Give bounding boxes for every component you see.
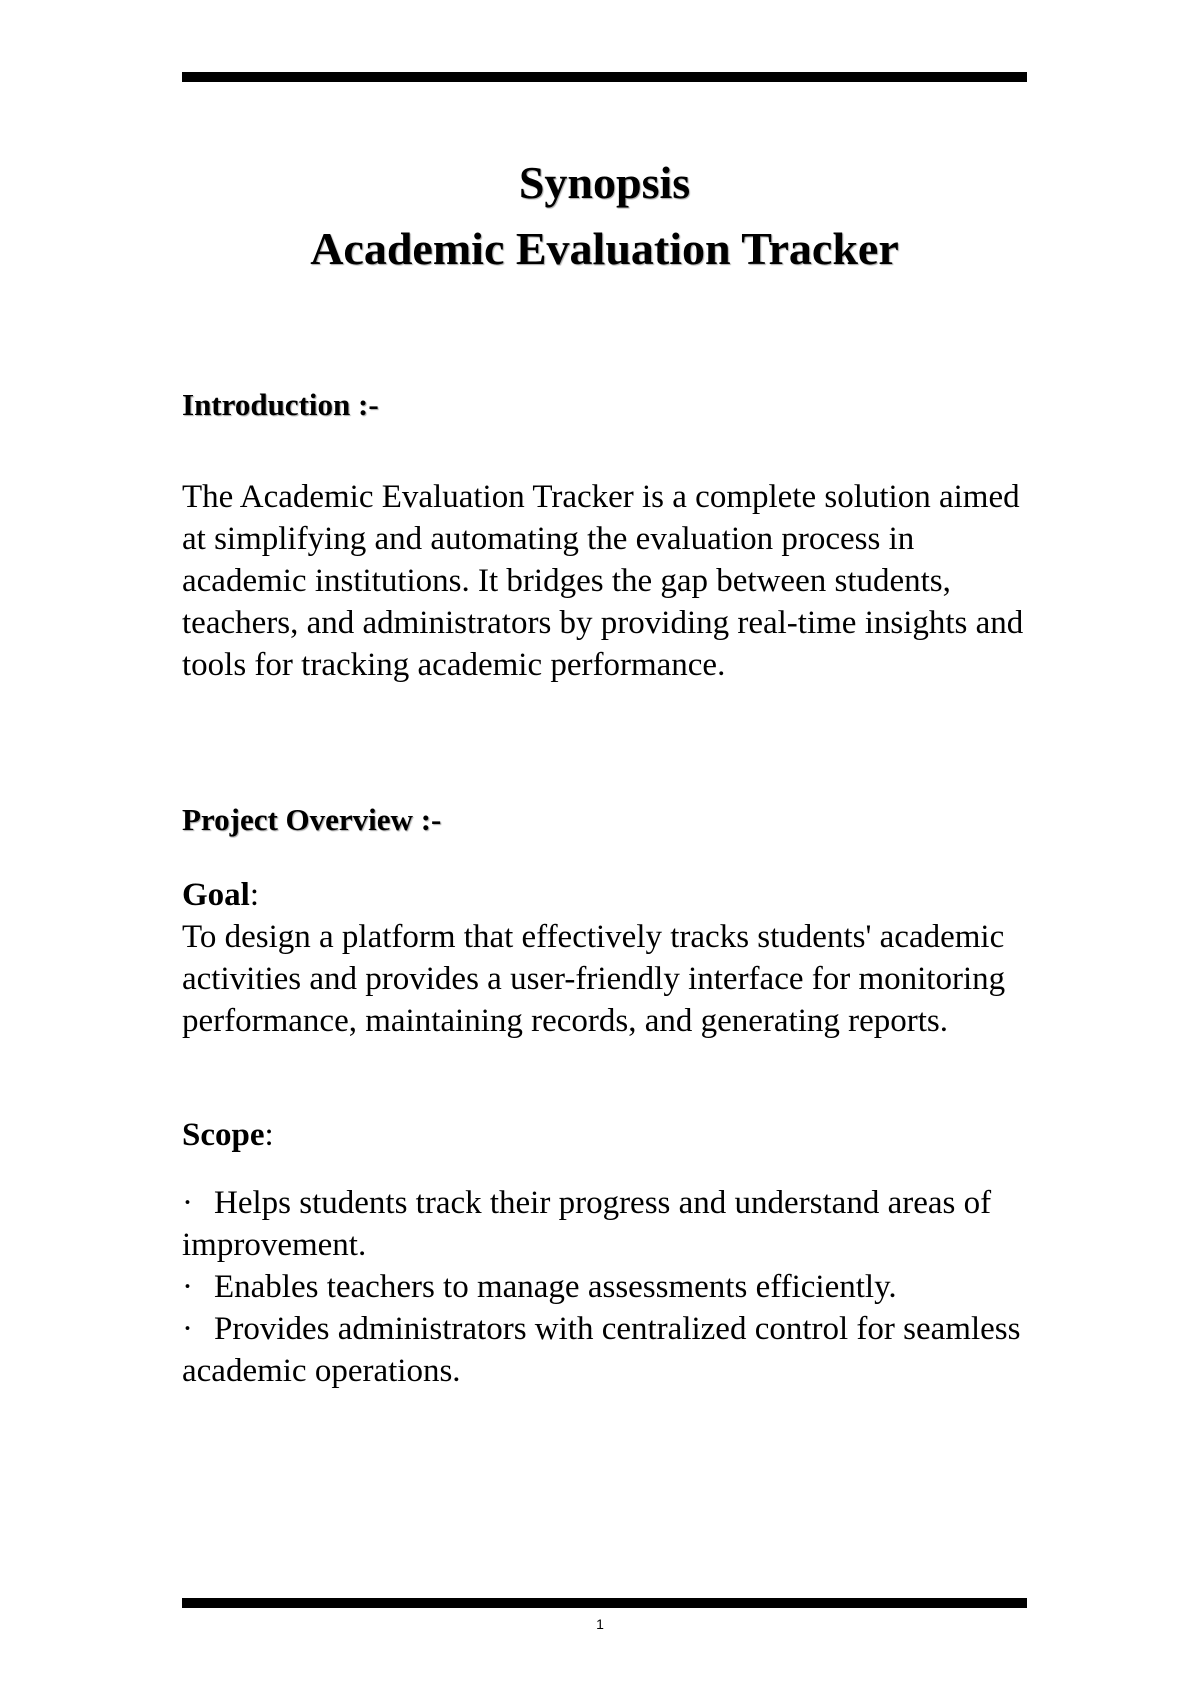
scope-item-text: Enables teachers to manage assessments efficiently. [214, 1269, 897, 1305]
top-rule [182, 72, 1027, 82]
scope-item-text: Provides administrators with centralized control for seamless academic operations. [182, 1311, 1021, 1389]
bullet-dot-icon: · [182, 1311, 193, 1347]
scope-list [182, 1182, 1027, 1392]
scope-label-line [182, 1114, 1027, 1156]
title-synopsis: Synopsis [518, 157, 691, 208]
goal-label-line [182, 874, 1027, 916]
introduction-paragraph: The Academic Evaluation Tracker is a complete solution aimed at simplifying and automating the evaluation process in academic institutions. It bridges the gap between students, teachers, and administrators by providing real-time insights and tools for tracking academic performance. [182, 479, 1024, 683]
scope-item-text: Helps students track their progress and understand areas of improvement. [182, 1185, 992, 1263]
bullet-dot-icon: · [182, 1269, 193, 1305]
page-number: 1 [596, 1616, 604, 1632]
scope-colon: : [264, 1117, 274, 1153]
scope-label: Scope [182, 1117, 265, 1153]
goal-paragraph: To design a platform that effectively tracks students' academic activities and provides a user-friendly interface for monitoring performance, maintaining records, and generating reports. [182, 919, 1006, 1039]
scope-list-item [182, 1182, 1027, 1266]
scope-list-item [182, 1266, 1027, 1308]
document-title [182, 150, 1027, 282]
bottom-rule [182, 1598, 1027, 1608]
scope-list-item [182, 1308, 1027, 1392]
project-overview-heading: Project Overview :- [182, 802, 442, 837]
goal-label: Goal [182, 877, 250, 913]
goal-colon: : [249, 877, 260, 913]
introduction-heading: Introduction :- [182, 387, 379, 422]
title-project-name: Academic Evaluation Tracker [310, 223, 899, 274]
bullet-dot-icon: · [182, 1185, 193, 1221]
